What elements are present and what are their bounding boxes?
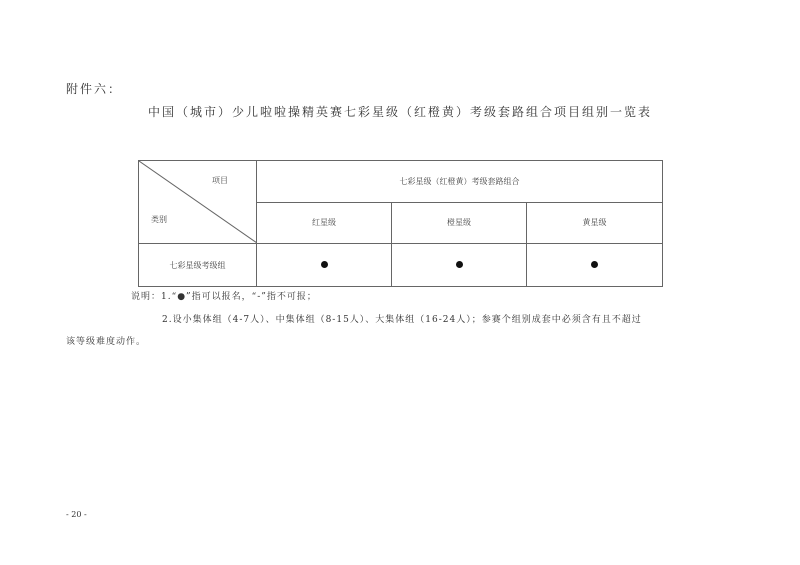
row-label: 七彩星级考级组 bbox=[139, 244, 257, 287]
column-header-yellow: 黄星级 bbox=[527, 202, 663, 244]
mark-yellow bbox=[527, 244, 663, 287]
diagonal-line bbox=[139, 161, 257, 243]
note-line-3: 该等级难度动作。 bbox=[66, 337, 147, 347]
mark-orange bbox=[392, 244, 527, 287]
annex-label: 附件六： bbox=[66, 82, 123, 96]
page-number: - 20 - bbox=[66, 510, 87, 519]
note-line-1: 说明：1.“●”指可以报名，“-”指不可报； bbox=[131, 292, 317, 302]
dot-icon bbox=[456, 261, 463, 268]
mark-red bbox=[257, 244, 392, 287]
diagonal-header-cell bbox=[139, 161, 257, 244]
document-title: 中国（城市）少儿啦啦操精英赛七彩星级（红橙黄）考级套路组合项目组别一览表 bbox=[147, 105, 652, 119]
dot-icon bbox=[321, 261, 328, 268]
table-row bbox=[139, 244, 663, 287]
header-item-label: 项目 bbox=[212, 176, 228, 185]
group-header: 七彩星级（红橙黄）考级套路组合 bbox=[257, 161, 663, 203]
column-header-orange: 橙星级 bbox=[392, 202, 527, 244]
category-table bbox=[138, 160, 663, 287]
column-header-red: 红星级 bbox=[257, 202, 392, 244]
dot-icon bbox=[591, 261, 598, 268]
header-category-label: 类别 bbox=[151, 215, 167, 224]
note-line-2: 2.设小集体组（4-7人）、中集体组（8-15人）、大集体组（16-24人）；参赛个组别成套中必须含有且不超过 bbox=[162, 315, 642, 325]
